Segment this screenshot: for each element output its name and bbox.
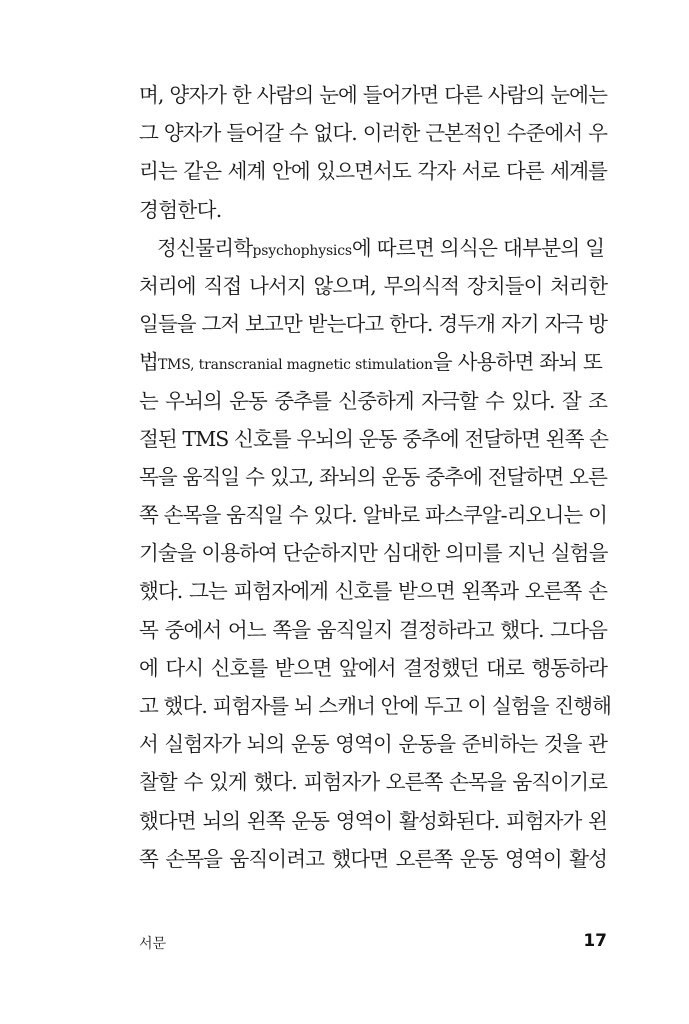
text-line: 경험한다.: [139, 197, 222, 222]
term-english: psychophysics: [252, 242, 352, 259]
text-line: 절된 TMS 신호를 우뇌의 운동 중추에 전달하면 왼쪽 손: [139, 426, 608, 451]
text-fragment: 을 사용하면 좌뇌 또: [432, 350, 603, 375]
text-line: 며, 양자가 한 사람의 눈에 들어가면 다른 사람의 눈에는: [139, 83, 607, 107]
text-line: 서 실험자가 뇌의 운동 영역이 운동을 준비하는 것을 관: [139, 732, 607, 757]
text-line: 그 양자가 들어갈 수 없다. 이러한 근본적인 수준에서 우: [139, 121, 607, 146]
text-line: 처리에 직접 나서지 않으며, 무의식적 장치들이 처리한: [139, 273, 607, 298]
text-line: 목을 움직일 수 있고, 좌뇌의 운동 중추에 전달하면 오른: [139, 464, 607, 489]
body-text: [139, 76, 612, 878]
footer-section-title: 서문: [139, 936, 167, 952]
text-line: 는 우뇌의 운동 중추를 신중하게 자극할 수 있다. 잘 조: [139, 388, 607, 413]
text-line: 일들을 그저 보고만 받는다고 한다. 경두개 자기 자극 방: [139, 312, 607, 337]
text-line: 쪽 손목을 움직일 수 있다. 알바로 파스쿠알-리오니는 이: [139, 503, 607, 528]
text-line: 했다면 뇌의 왼쪽 운동 영역이 활성화된다. 피험자가 왼: [139, 808, 607, 833]
text-line: 쪽 손목을 움직이려고 했다면 오른쪽 운동 영역이 활성: [139, 846, 607, 871]
text-line: 리는 같은 세계 안에 있으면서도 각자 서로 다른 세계를: [139, 159, 607, 184]
text-fragment: 에 따르면 의식은 대부분의 일: [351, 235, 605, 260]
text-line-mixed: [139, 343, 607, 381]
text-fragment: 법: [139, 350, 159, 375]
term-english: TMS, transcranial magnetic stimulation: [158, 357, 433, 374]
term-korean: 정신물리학: [157, 235, 253, 260]
page-number: 17: [583, 931, 607, 951]
text-line: 찰할 수 있게 했다. 피험자가 오른쪽 손목을 움직이기로: [139, 770, 607, 795]
text-line: 고 했다. 피험자를 뇌 스캐너 안에 두고 이 실험을 진행해: [139, 694, 612, 718]
text-line: 에 다시 신호를 받으면 앞에서 결정했던 대로 행동하라: [139, 655, 607, 680]
text-line-paragraph-start: [139, 229, 607, 267]
text-line: 기술을 이용하여 단순하지만 심대한 의미를 지닌 실험을: [139, 541, 608, 566]
text-line: 목 중에서 어느 쪽을 움직일지 결정하라고 했다. 그다음: [139, 617, 607, 642]
text-line: 했다. 그는 피험자에게 신호를 받으면 왼쪽과 오른쪽 손: [139, 579, 607, 604]
